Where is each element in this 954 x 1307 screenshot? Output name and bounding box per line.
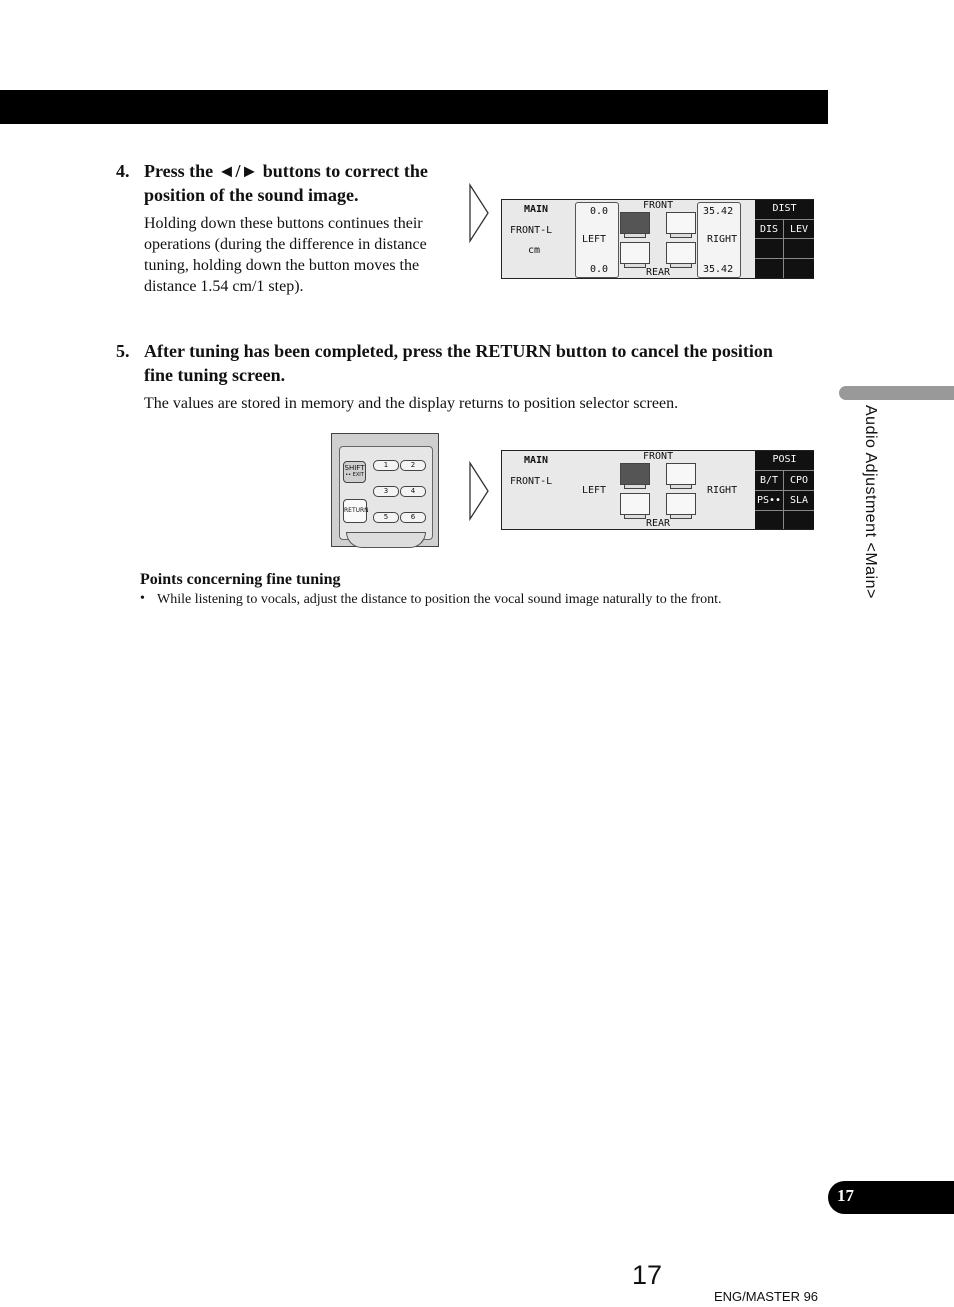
shift-label: SHIFT (344, 464, 365, 472)
num-2-button: 2 (400, 460, 426, 471)
lcd-screen-distance (501, 199, 814, 279)
seat-rear-left-icon (620, 242, 650, 264)
right-bottom-value: 35.42 (703, 264, 734, 275)
step-4-number: 4. (116, 161, 130, 181)
lcd2-rear-label: REAR (646, 518, 671, 529)
remote-panel (339, 446, 433, 540)
num-4-button: 4 (400, 486, 426, 497)
shift-button (343, 461, 366, 483)
page-tab (828, 1181, 954, 1214)
step-5-number: 5. (116, 341, 130, 361)
menu2-empty-1 (755, 510, 784, 529)
lcd2-seat-front-left-icon (620, 463, 650, 485)
page-number: 17 (632, 1260, 663, 1290)
left-top-value: 0.0 (590, 206, 609, 217)
seat-front-left-icon (620, 212, 650, 234)
num-1-button: 1 (373, 460, 399, 471)
left-bottom-value: 0.0 (590, 264, 609, 275)
rear-label: REAR (646, 267, 671, 278)
menu-empty-2 (784, 238, 814, 258)
front-label: FRONT (643, 200, 674, 211)
lcd2-main-label: MAIN (524, 455, 549, 466)
menu-cpo: CPO (784, 470, 814, 490)
page-tab-number: 17 (837, 1186, 854, 1205)
right-label: RIGHT (707, 234, 738, 245)
menu2-empty-2 (784, 510, 814, 529)
menu-bt: B/T (755, 470, 784, 490)
lcd2-seat-rear-left-icon (620, 493, 650, 515)
menu-sla: SLA (784, 490, 814, 510)
lcd2-left-label: LEFT (582, 485, 607, 496)
step-5-title: After tuning has been completed, press the RETURN button to cancel the position fine tuning screen. (144, 341, 773, 385)
lcd-position-label: FRONT-L (510, 225, 553, 236)
points-bullet-text: While listening to vocals, adjust the distance to position the vocal sound image naturally to the front. (157, 592, 722, 607)
menu-posi: POSI (772, 454, 797, 465)
lcd2-front-label: FRONT (643, 451, 674, 462)
exit-label: •• EXIT (345, 472, 364, 478)
pointer-arrow-icon (468, 183, 490, 243)
seat-rear-right-icon (666, 242, 696, 264)
bullet-icon: • (140, 591, 145, 606)
menu-empty-4 (784, 258, 814, 278)
return-button: RETURN (343, 499, 367, 523)
lcd-menu (755, 200, 814, 278)
lcd2-position-label: FRONT-L (510, 476, 553, 487)
points-title: Points concerning fine tuning (140, 571, 341, 588)
step-4-body: Holding down these buttons continues their operations (during the difference in distance tuning, holding down the button moves the distance 1.54 cm/1 step). (144, 215, 427, 295)
right-top-value: 35.42 (703, 206, 734, 217)
step-5-body: The values are stored in memory and the display returns to position selector screen. (144, 395, 679, 412)
remote-control-illustration (331, 433, 439, 547)
lcd2-seat-rear-right-icon (666, 493, 696, 515)
menu-empty-3 (755, 258, 784, 278)
lcd2-seat-front-right-icon (666, 463, 696, 485)
side-tab-bar (839, 386, 954, 400)
menu-dis: DIS (755, 219, 784, 238)
step-4-title: Press the ◄/► buttons to correct the position of the sound image. (144, 161, 428, 205)
seat-front-right-icon (666, 212, 696, 234)
lcd-screen-position (501, 450, 814, 530)
menu-empty-1 (755, 238, 784, 258)
menu-dist: DIST (772, 203, 797, 214)
num-6-button: 6 (400, 512, 426, 523)
lcd2-right-label: RIGHT (707, 485, 738, 496)
lcd-unit-label: cm (528, 245, 541, 256)
left-label: LEFT (582, 234, 607, 245)
menu-lev: LEV (784, 219, 814, 238)
pointer-arrow-icon-2 (468, 461, 490, 521)
num-5-button: 5 (373, 512, 399, 523)
menu-ps: PS•• (755, 490, 784, 510)
footer-code: ENG/MASTER 96 (714, 1289, 819, 1304)
lcd-main-label: MAIN (524, 204, 549, 215)
header-bar (0, 90, 828, 124)
lcd2-menu (755, 451, 814, 529)
remote-joystick (346, 532, 426, 548)
section-side-label: Audio Adjustment <Main> (862, 405, 879, 599)
num-3-button: 3 (373, 486, 399, 497)
